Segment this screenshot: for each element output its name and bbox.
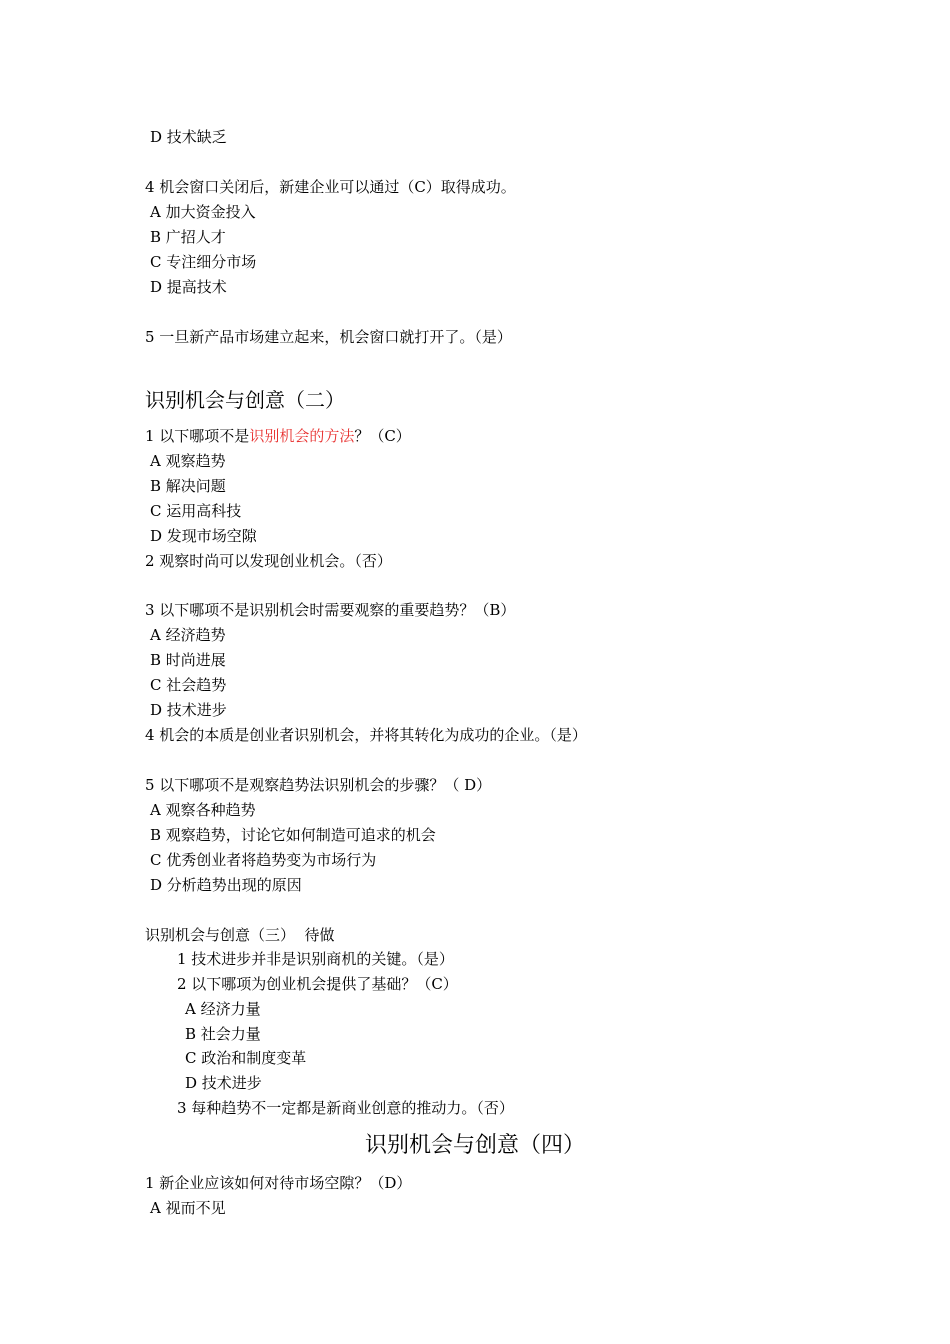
question-text: ？（C）	[354, 427, 411, 445]
option-line: B 社会力量	[185, 1025, 261, 1043]
question-line: 4 机会窗口关闭后，新建企业可以通过（C）取得成功。	[145, 178, 516, 196]
option-line: A 经济力量	[185, 1000, 261, 1018]
option-line: A 视而不见	[150, 1199, 226, 1217]
question-line: 3 以下哪项不是识别机会时需要观察的重要趋势？（B）	[145, 601, 516, 619]
option-line: B 广招人才	[150, 228, 226, 246]
option-line: B 解决问题	[150, 477, 226, 495]
option-line: A 经济趋势	[150, 626, 226, 644]
question-line: 5 以下哪项不是观察趋势法识别机会的步骤？（ D）	[145, 776, 492, 794]
section-heading: 识别机会与创意（四）	[364, 1133, 585, 1158]
option-line: C 运用高科技	[150, 502, 242, 520]
option-line: B 观察趋势，讨论它如何制造可追求的机会	[150, 826, 436, 844]
option-line: C 专注细分市场	[150, 253, 257, 271]
question-line: 1 新企业应该如何对待市场空隙？（D）	[145, 1174, 412, 1192]
option-line: A 加大资金投入	[150, 203, 256, 221]
option-line: D 分析趋势出现的原因	[150, 876, 302, 894]
question-line: 2 观察时尚可以发现创业机会。（否）	[145, 552, 392, 570]
option-line: D 技术进步	[150, 701, 227, 719]
option-line: D 提高技术	[150, 278, 227, 296]
question-text: 1 以下哪项不是	[145, 427, 250, 445]
option-line: C 社会趋势	[150, 676, 227, 694]
question-line: 5 一旦新产品市场建立起来，机会窗口就打开了。（是）	[145, 328, 512, 346]
section-heading: 识别机会与创意（三） 待做	[145, 926, 335, 944]
question-line	[145, 426, 411, 446]
option-line: C 政治和制度变革	[185, 1049, 307, 1067]
question-line: 1 技术进步并非是识别商机的关键。（是）	[177, 950, 454, 968]
highlighted-text: 识别机会的方法	[249, 427, 355, 445]
option-line: B 时尚进展	[150, 651, 226, 669]
option-line: D 技术进步	[185, 1074, 262, 1092]
question-line: 3 每种趋势不一定都是新商业创意的推动力。（否）	[177, 1099, 514, 1117]
option-line: C 优秀创业者将趋势变为市场行为	[150, 851, 377, 869]
option-line: D 发现市场空隙	[150, 527, 257, 545]
option-line: D 技术缺乏	[150, 128, 227, 146]
section-heading: 识别机会与创意（二）	[145, 388, 345, 412]
option-line: A 观察各种趋势	[150, 801, 256, 819]
question-line: 2 以下哪项为创业机会提供了基础？（C）	[177, 975, 458, 993]
option-line: A 观察趋势	[150, 452, 226, 470]
question-line: 4 机会的本质是创业者识别机会，并将其转化为成功的企业。（是）	[145, 726, 587, 744]
